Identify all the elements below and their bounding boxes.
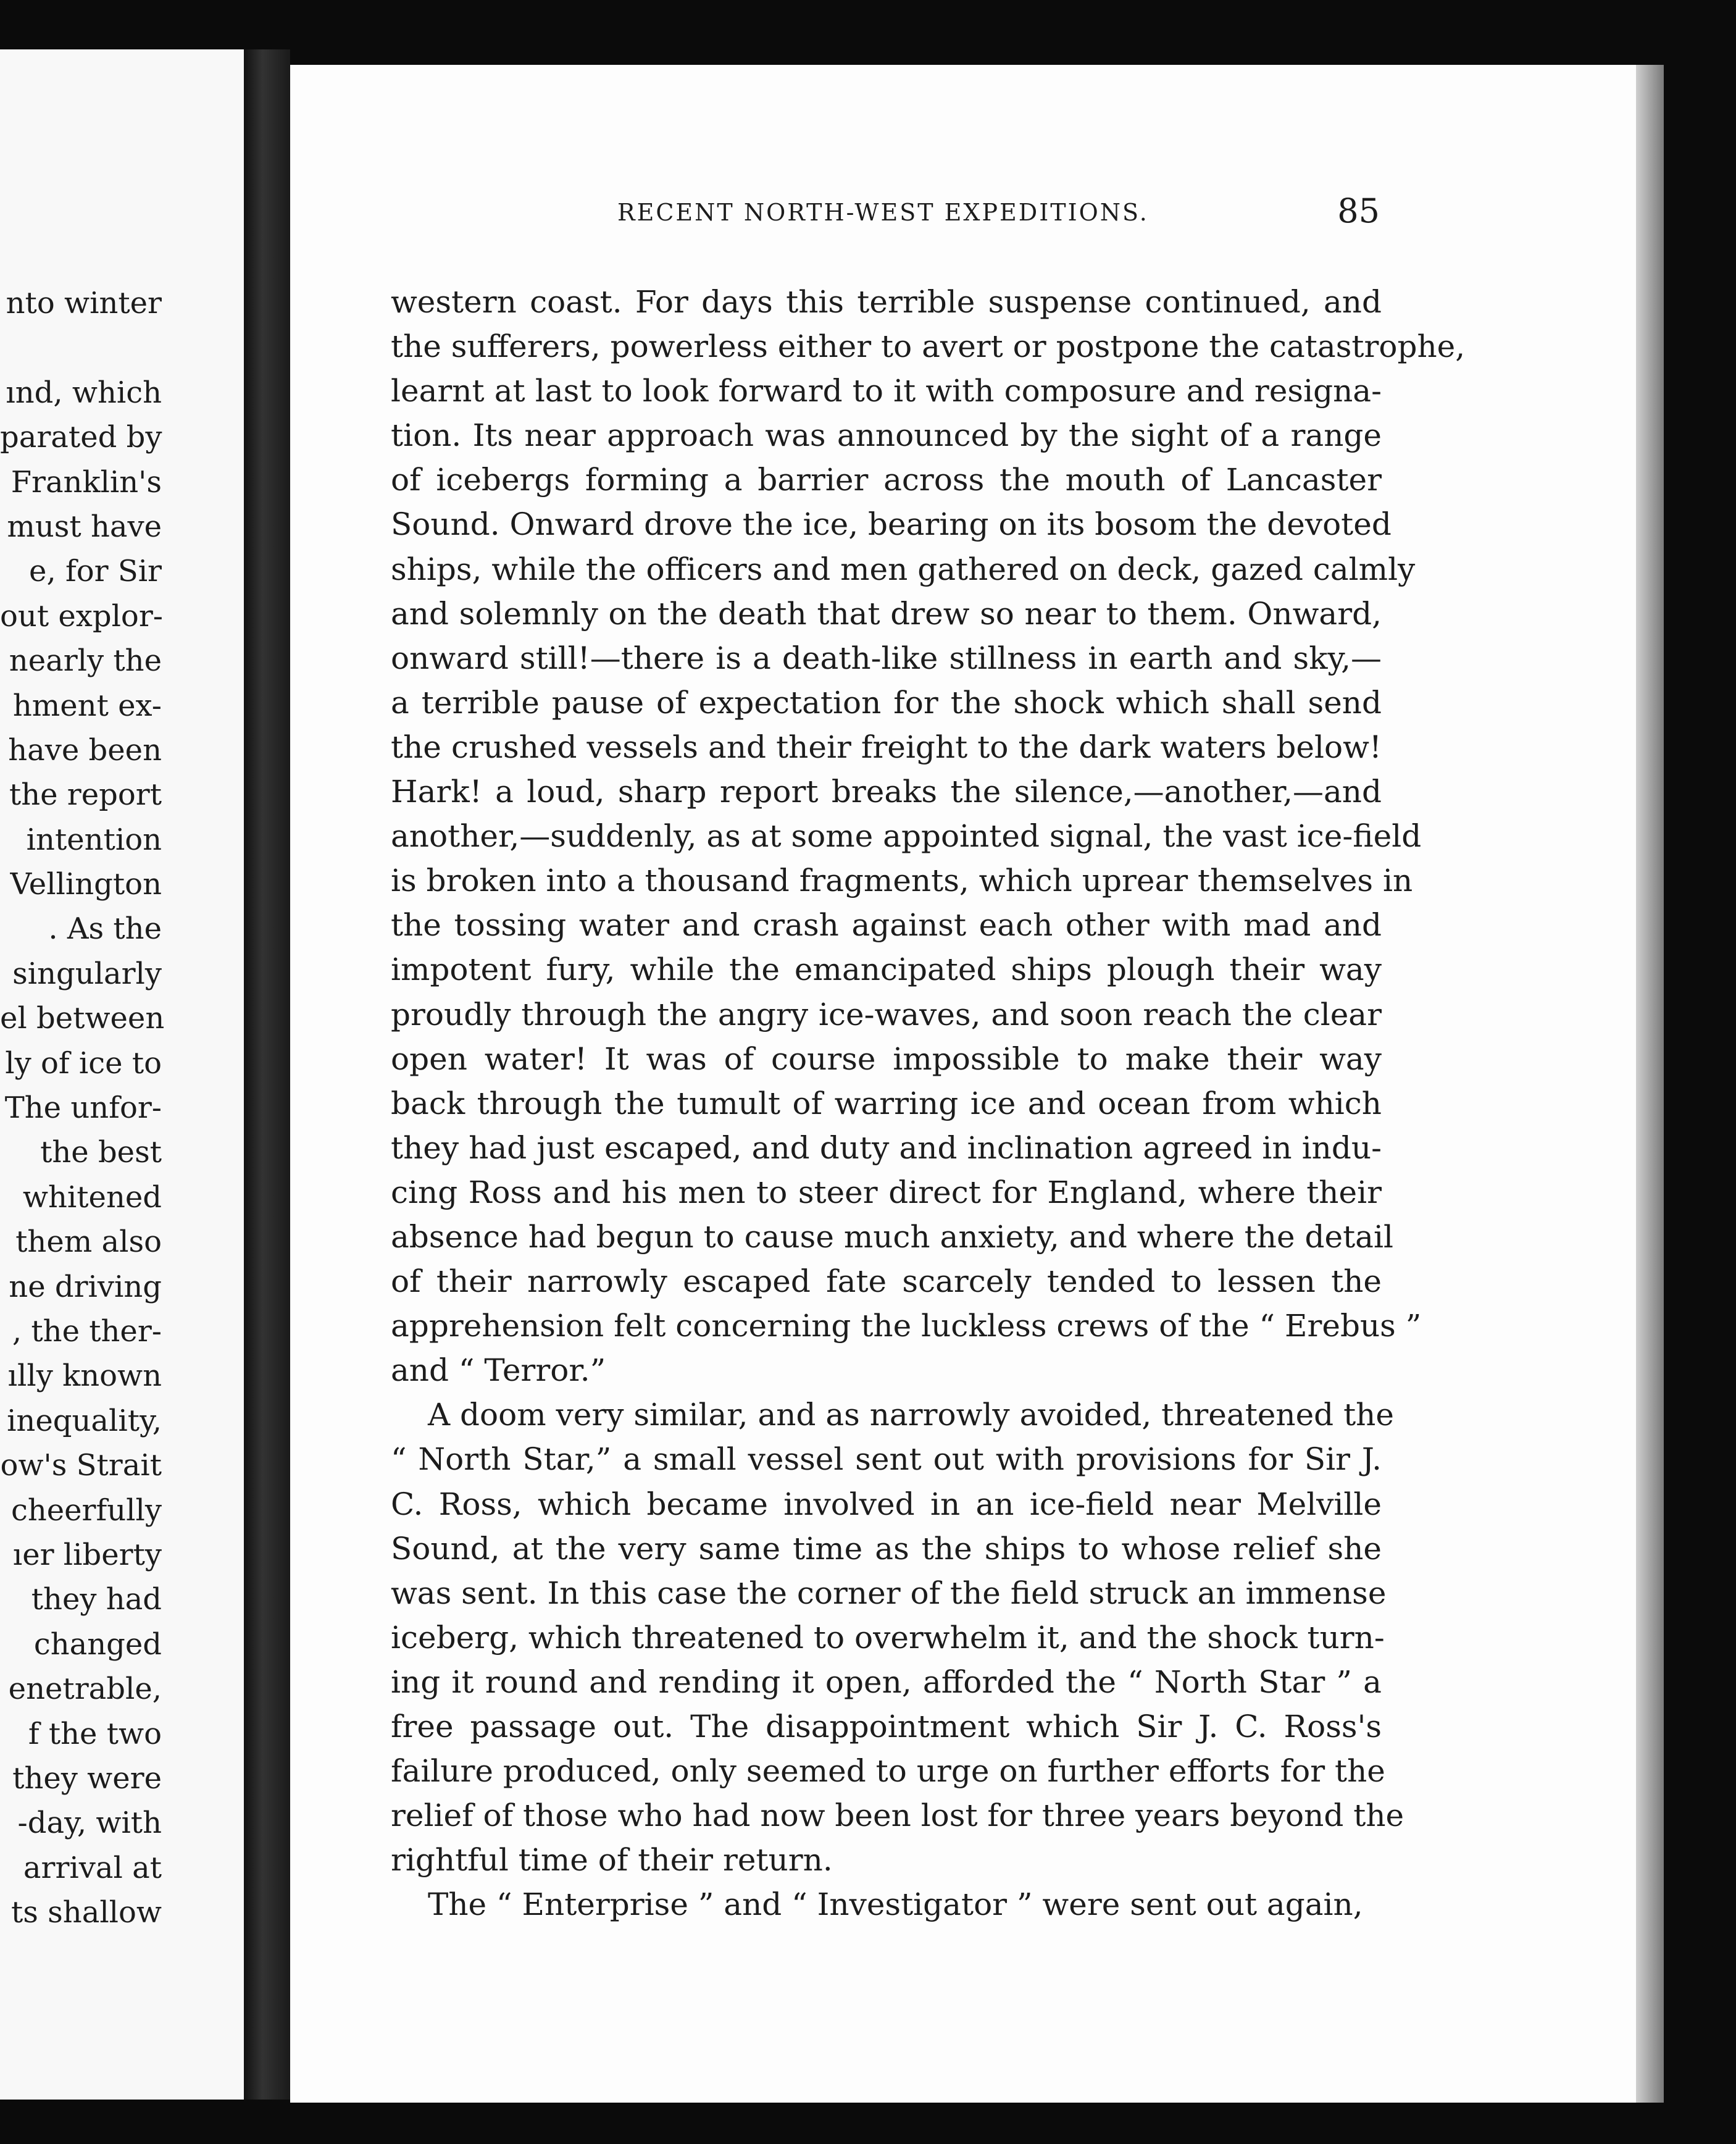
left-text-line: . As the (48, 911, 162, 947)
left-text-line: ınd, which (6, 375, 162, 410)
text-line: the crushed vessels and their freight to the dark waters below! (391, 729, 1382, 765)
left-text-line: -day, with (17, 1806, 162, 1841)
text-line: A doom very similar, and as narrowly avoided, threatened the (428, 1397, 1394, 1433)
left-text-line: ts shallow (10, 1895, 162, 1930)
page-edge (1636, 65, 1664, 2103)
text-line: rightful time of their return. (391, 1842, 833, 1878)
left-text-line: ow's Strait (0, 1448, 162, 1483)
text-line: impotent fury, while the emancipated ships plough their way (391, 952, 1382, 988)
running-head: RECENT NORTH-WEST EXPEDITIONS. (617, 199, 1149, 226)
left-text-line: The unfor- (4, 1091, 162, 1126)
text-line: free passage out. The disappointment which Sir J. C. Ross's (391, 1709, 1382, 1744)
left-text-line: parated by (0, 420, 162, 455)
text-line: iceberg, which threatened to overwhelm it, and the shock turn- (391, 1619, 1385, 1656)
text-line: another,—suddenly, as at some appointed signal, the vast ice-field (391, 818, 1422, 855)
text-line: cing Ross and his men to steer direct for England, where their (391, 1174, 1382, 1210)
left-text-line: nearly the (9, 643, 162, 679)
left-text-line: e, for Sir (29, 554, 162, 589)
text-line: the sufferers, powerless either to avert or postpone the catastrophe, (391, 329, 1466, 365)
left-text-line: them also (15, 1225, 162, 1260)
left-text-line: changed (33, 1627, 162, 1662)
left-text-line: inequality, (7, 1403, 162, 1438)
left-text-line: , the ther- (12, 1313, 162, 1349)
left-text-line: they were (12, 1761, 162, 1796)
text-line: is broken into a thousand fragments, which uprear themselves in (391, 863, 1413, 899)
left-text-line: out explor- (0, 598, 163, 634)
text-line: open water! It was of course impossible to make their way (391, 1041, 1382, 1077)
left-page (0, 49, 244, 2100)
left-text-line: have been (8, 732, 162, 768)
left-text-line: Franklin's (10, 464, 162, 500)
text-line: ing it round and rending it open, afforded the “ North Star ” a (391, 1664, 1382, 1700)
text-line: “ North Star,” a small vessel sent out with provisions for Sir J. (391, 1441, 1382, 1478)
left-text-line: whitened (22, 1179, 162, 1215)
text-line: onward still!—there is a death-like stillness in earth and sky,— (391, 640, 1382, 676)
left-text-line: arrival at (23, 1850, 162, 1885)
text-line: and “ Terror.” (391, 1352, 606, 1389)
text-line: a terrible pause of expectation for the shock which shall send (391, 684, 1382, 721)
text-line: tion. Its near approach was announced by the sight of a range (391, 417, 1382, 454)
left-text-line: ly of ice to (5, 1045, 162, 1081)
left-text-line: enetrable, (8, 1672, 162, 1707)
text-line: of their narrowly escaped fate scarcely tended to lessen the (391, 1263, 1382, 1300)
text-line: the tossing water and crash against each other with mad and (391, 907, 1382, 944)
left-text-line: singularly (12, 956, 162, 991)
page-number: 85 (1337, 191, 1380, 230)
left-text-line: ılly known (7, 1359, 162, 1394)
text-line: was sent. In this case the corner of the field struck an immense (391, 1575, 1387, 1611)
text-line: C. Ross, which became involved in an ice-field near Melville (391, 1486, 1382, 1522)
left-text-line: el between (0, 1001, 165, 1036)
left-text-line: nto winter (6, 286, 162, 320)
left-text-line: the best (40, 1135, 162, 1170)
text-line: The “ Enterprise ” and “ Investigator ” were sent out again, (428, 1886, 1363, 1923)
text-line: failure produced, only seemed to urge on further efforts for the (391, 1753, 1385, 1790)
left-text-line: they had (31, 1582, 162, 1617)
text-line: and solemnly on the death that drew so near to them. Onward, (391, 595, 1382, 632)
left-text-line: the report (9, 777, 162, 813)
text-line: they had just escaped, and duty and inclination agreed in indu- (391, 1129, 1382, 1166)
text-line: proudly through the angry ice-waves, and soon reach the clear (391, 996, 1382, 1032)
text-line: ships, while the officers and men gathered on deck, gazed calmly (391, 551, 1416, 587)
left-text-line: must have (7, 509, 162, 544)
left-page-text (0, 281, 165, 1935)
text-line: learnt at last to look forward to it with composure and resigna- (391, 373, 1382, 409)
left-text-line: intention (26, 822, 162, 857)
text-line: of icebergs forming a barrier across the mouth of Lancaster (391, 462, 1382, 498)
left-text-line: ne driving (9, 1269, 162, 1304)
left-text-line: ıer liberty (12, 1537, 162, 1572)
left-text-line: hment ex- (12, 688, 162, 723)
text-line: relief of those who had now been lost for three years beyond the (391, 1798, 1404, 1834)
text-line: back through the tumult of warring ice and ocean from which (391, 1085, 1382, 1121)
text-line: Hark! a loud, sharp report breaks the silence,—another,—and (391, 774, 1382, 810)
book-spine (244, 49, 290, 2100)
left-text-line: cheerfully (10, 1493, 162, 1528)
body-text (391, 280, 1466, 1927)
text-line: Sound. Onward drove the ice, bearing on its bosom the devoted (391, 506, 1392, 543)
text-line: Sound, at the very same time as the ships to whose relief she (391, 1530, 1382, 1567)
left-text-line: Vellington (10, 867, 162, 902)
left-text-line (0, 325, 162, 370)
text-line: absence had begun to cause much anxiety, and where the detail (391, 1218, 1393, 1255)
left-text-line: f the two (28, 1716, 162, 1751)
text-line: western coast. For days this terrible suspense continued, and (391, 284, 1382, 320)
text-line: apprehension felt concerning the luckless crews of the “ Erebus ” (391, 1308, 1422, 1344)
